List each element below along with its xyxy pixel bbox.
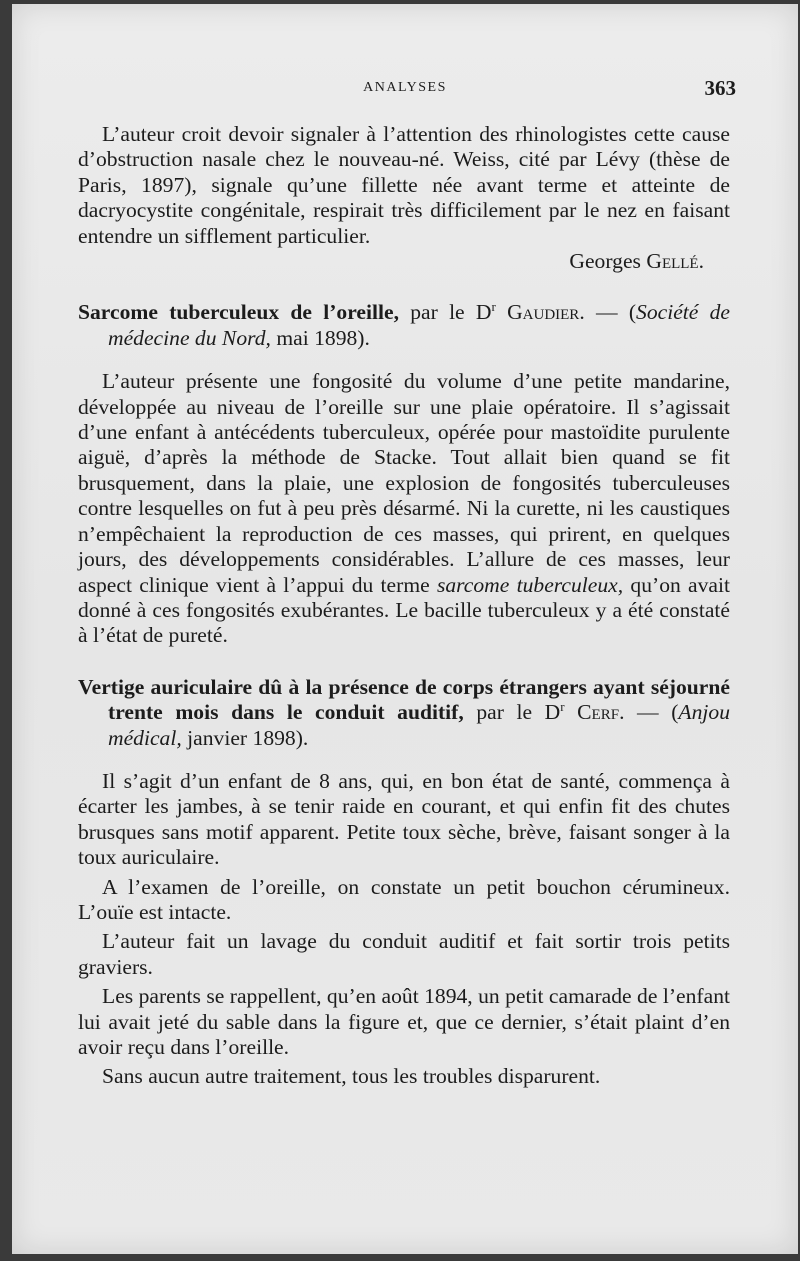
article-heading-sarcome <box>78 300 730 351</box>
article-heading-vertige <box>78 675 730 751</box>
term-sarcome-tuberculeux: sarcome tuberculeux, <box>436 572 624 597</box>
paragraph-sarcome-part2: qu’on avait donné à ces fongosités exubérantes. Le bacille tuberculeux y a été constaté à l’état de pureté. <box>78 572 731 648</box>
article-by: par le D <box>410 300 492 325</box>
article-title: Sarcome tuberculeux de l’oreille, <box>78 300 399 325</box>
signature-last-name: Gellé. <box>646 249 704 274</box>
article-source: Anjou médical, <box>108 700 730 750</box>
dr-superscript: r <box>491 299 496 315</box>
article-title: Vertige auriculaire dû à la présence de corps étrangers ayant séjourné trente mois dans le conduit auditif, <box>78 674 730 725</box>
signature <box>78 249 730 274</box>
page-number: 363 <box>704 76 736 100</box>
paragraph-sarcome <box>78 369 730 648</box>
paragraph-outcome: Sans aucun autre traitement, tous les troubles disparurent. <box>102 1064 601 1089</box>
paragraph-parents: Les parents se rappellent, qu’en août 1894, un petit camarade de l’enfant lui avait jeté du sable dans la figure et, que ce dernier, s’était plaint d’en avoir reçu dans l’oreille. <box>78 984 730 1059</box>
body-text <box>78 122 730 1090</box>
article-dash: — ( <box>637 700 679 725</box>
page <box>12 4 798 1254</box>
article-author: Gaudier. <box>507 300 585 325</box>
page-header <box>12 76 798 102</box>
article-date: mai 1898). <box>276 325 370 350</box>
running-head: ANALYSES <box>363 80 447 95</box>
signature-first-name: Georges <box>569 249 641 274</box>
article-source: Société de médecine du Nord, <box>108 300 730 350</box>
paragraph-exam: A l’examen de l’oreille, on constate un petit bouchon cérumineux. L’ouïe est intacte. <box>78 874 730 924</box>
paragraph-rhinology: L’auteur croit devoir signaler à l’attention des rhinologistes cette cause d’obstruction nasale chez le nouveau-né. Weiss, cité par Lévy (thèse de Paris, 1897), signale qu’une fillette née avant terme et atteinte de dacryocystite congénitale, respirait très difficilement par le nez en faisant entendre un sifflement particulier. <box>78 122 730 248</box>
article-author: Cerf. <box>577 700 625 725</box>
article-by: par le D <box>476 700 561 725</box>
paragraph-sarcome-part1: L’auteur présente une fongosité du volume d’une petite mandarine, développée au niveau de l’oreille sur une plaie opératoire. Il s’agissait d’une enfant à antécédents tuberculeux, opérée pour mastoïdite purulente aiguë, d’après la méthode de Stacke. Tout allait bien quand se fit brusquement, dans la plaie, une explosion de fongosités tuberculeuses contre lesquelles on fut à peu près désarmé. Ni la curette, ni les caustiques n’empêchaient la reproduction de ces masses, qui prirent, en quelques jours, des développements considérables. L’allure de ces masses, leur aspect clinique vient à l’appui du terme <box>78 369 730 597</box>
article-dash: — <box>595 300 618 325</box>
article-source-open: ( <box>628 300 637 325</box>
article-date: janvier 1898). <box>187 725 309 750</box>
paragraph-case: Il s’agit d’un enfant de 8 ans, qui, en bon état de santé, commença à écarter les jambes, à se tenir raide en courant, et qui enfin fit des chutes brusques sans motif apparent. Petite toux sèche, brève, faisant songer à la toux auriculaire. <box>78 768 730 870</box>
paragraph-lavage: L’auteur fait un lavage du conduit auditif et fait sortir trois petits graviers. <box>78 929 730 979</box>
dr-superscript: r <box>560 699 565 715</box>
